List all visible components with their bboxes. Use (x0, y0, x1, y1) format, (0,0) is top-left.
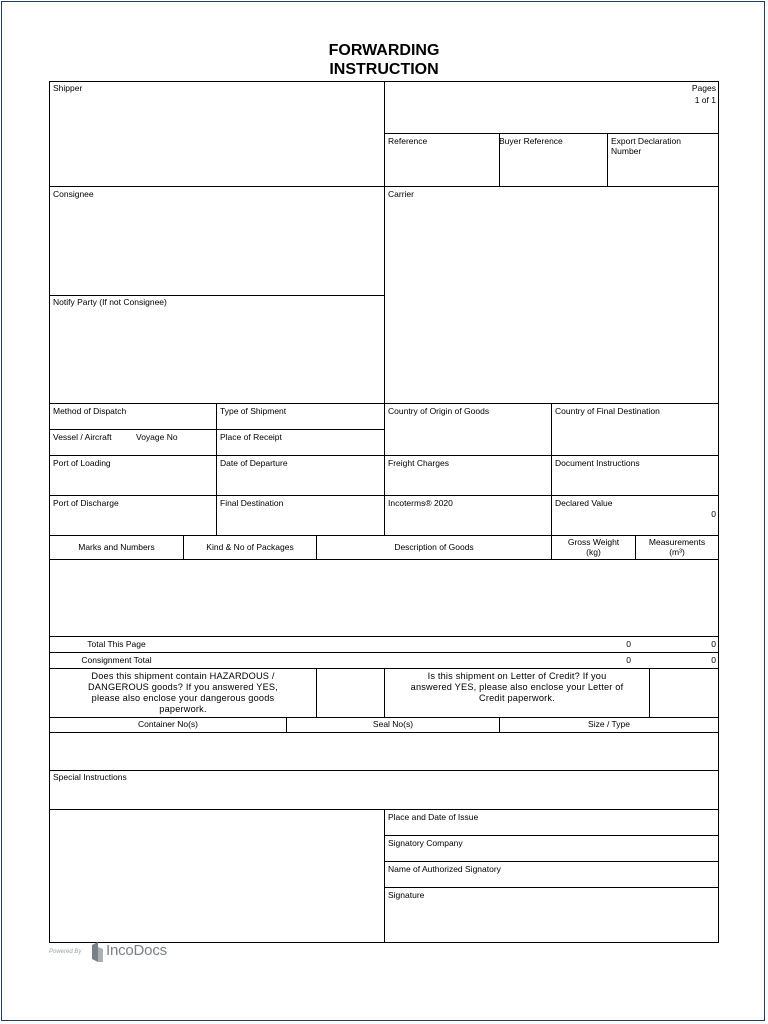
hazardous-line-3: please also enclose your dangerous goods (91, 693, 275, 703)
date-of-departure-label: Date of Departure (220, 458, 288, 468)
pages-label: Pages (691, 83, 716, 93)
final-destination-label: Final Destination (220, 498, 284, 508)
type-of-shipment-label: Type of Shipment (220, 406, 287, 416)
seal-no-header: Seal No(s) (372, 719, 414, 729)
total-this-page-measure: 0 (711, 639, 716, 649)
loc-line-3: Credit paperwork. (479, 693, 555, 703)
incodocs-brand: IncoDocs (106, 942, 167, 959)
special-instructions-label: Special Instructions (53, 772, 127, 782)
gross-weight-header (552, 537, 635, 557)
hazardous-line-2: DANGEROUS goods? If you answered YES, (87, 682, 279, 692)
incoterms-label: Incoterms® 2020 (388, 498, 453, 508)
shipper-label: Shipper (53, 83, 83, 93)
voyage-no-label: Voyage No (136, 432, 178, 442)
export-declaration-label (611, 136, 681, 156)
consignment-total-measure: 0 (711, 655, 716, 665)
place-date-issue-label: Place and Date of Issue (388, 812, 479, 822)
reference-label: Reference (388, 136, 428, 146)
gross-weight-line-2: (kg) (586, 547, 601, 557)
powered-by-text: Powered By (49, 949, 82, 955)
buyer-reference-label: Buyer Reference (499, 136, 563, 146)
export-declaration-line-2: Number (611, 146, 642, 156)
signatory-company-label: Signatory Company (388, 838, 463, 848)
country-of-origin-label: Country of Origin of Goods (388, 406, 490, 416)
loc-line-1: Is this shipment on Letter of Credit? If you (427, 671, 607, 681)
gross-weight-line-1: Gross Weight (567, 537, 620, 547)
loc-line-2: answered YES, please also enclose your Letter of (410, 682, 624, 692)
total-this-page-weight: 0 (626, 639, 631, 649)
container-no-header: Container No(s) (138, 719, 198, 729)
size-type-header: Size / Type (588, 719, 630, 729)
description-goods-header: Description of Goods (394, 542, 474, 552)
consignment-total-weight: 0 (626, 655, 631, 665)
measurements-header (636, 537, 718, 557)
kind-packages-header: Kind & No of Packages (206, 542, 294, 552)
incodocs-logo-icon (89, 941, 105, 963)
declared-value-label: Declared Value (555, 498, 613, 508)
letter-of-credit-question (386, 671, 648, 704)
country-final-destination-label: Country of Final Destination (555, 406, 660, 416)
declared-value-amount: 0 (711, 509, 716, 519)
hazardous-question (52, 671, 314, 715)
consignee-label: Consignee (53, 189, 94, 199)
title-line-2: INSTRUCTION (329, 61, 439, 78)
carrier-label: Carrier (388, 189, 414, 199)
hazardous-line-4: paperwork. (159, 704, 207, 714)
port-of-loading-label: Port of Loading (53, 458, 111, 468)
port-of-discharge-label: Port of Discharge (53, 498, 119, 508)
method-of-dispatch-label: Method of Dispatch (53, 406, 127, 416)
export-declaration-line-1: Export Declaration (611, 136, 681, 146)
consignment-total-label: Consignment Total (81, 655, 152, 665)
measurements-line-2: (m³) (669, 547, 685, 557)
hazardous-line-1: Does this shipment contain HAZARDOUS / (91, 671, 275, 681)
notify-party-label: Notify Party (If not Consignee) (53, 297, 167, 307)
authorized-signatory-label: Name of Authorized Signatory (388, 864, 501, 874)
total-this-page-label: Total This Page (87, 639, 146, 649)
marks-numbers-header: Marks and Numbers (78, 542, 155, 552)
pages-value: 1 of 1 (694, 95, 716, 105)
document-instructions-label: Document Instructions (555, 458, 640, 468)
place-of-receipt-label: Place of Receipt (220, 432, 282, 442)
freight-charges-label: Freight Charges (388, 458, 449, 468)
measurements-line-1: Measurements (648, 537, 706, 547)
signature-label: Signature (388, 890, 425, 900)
vessel-aircraft-label: Vessel / Aircraft (53, 432, 112, 442)
title-line-1: FORWARDING (328, 42, 440, 59)
